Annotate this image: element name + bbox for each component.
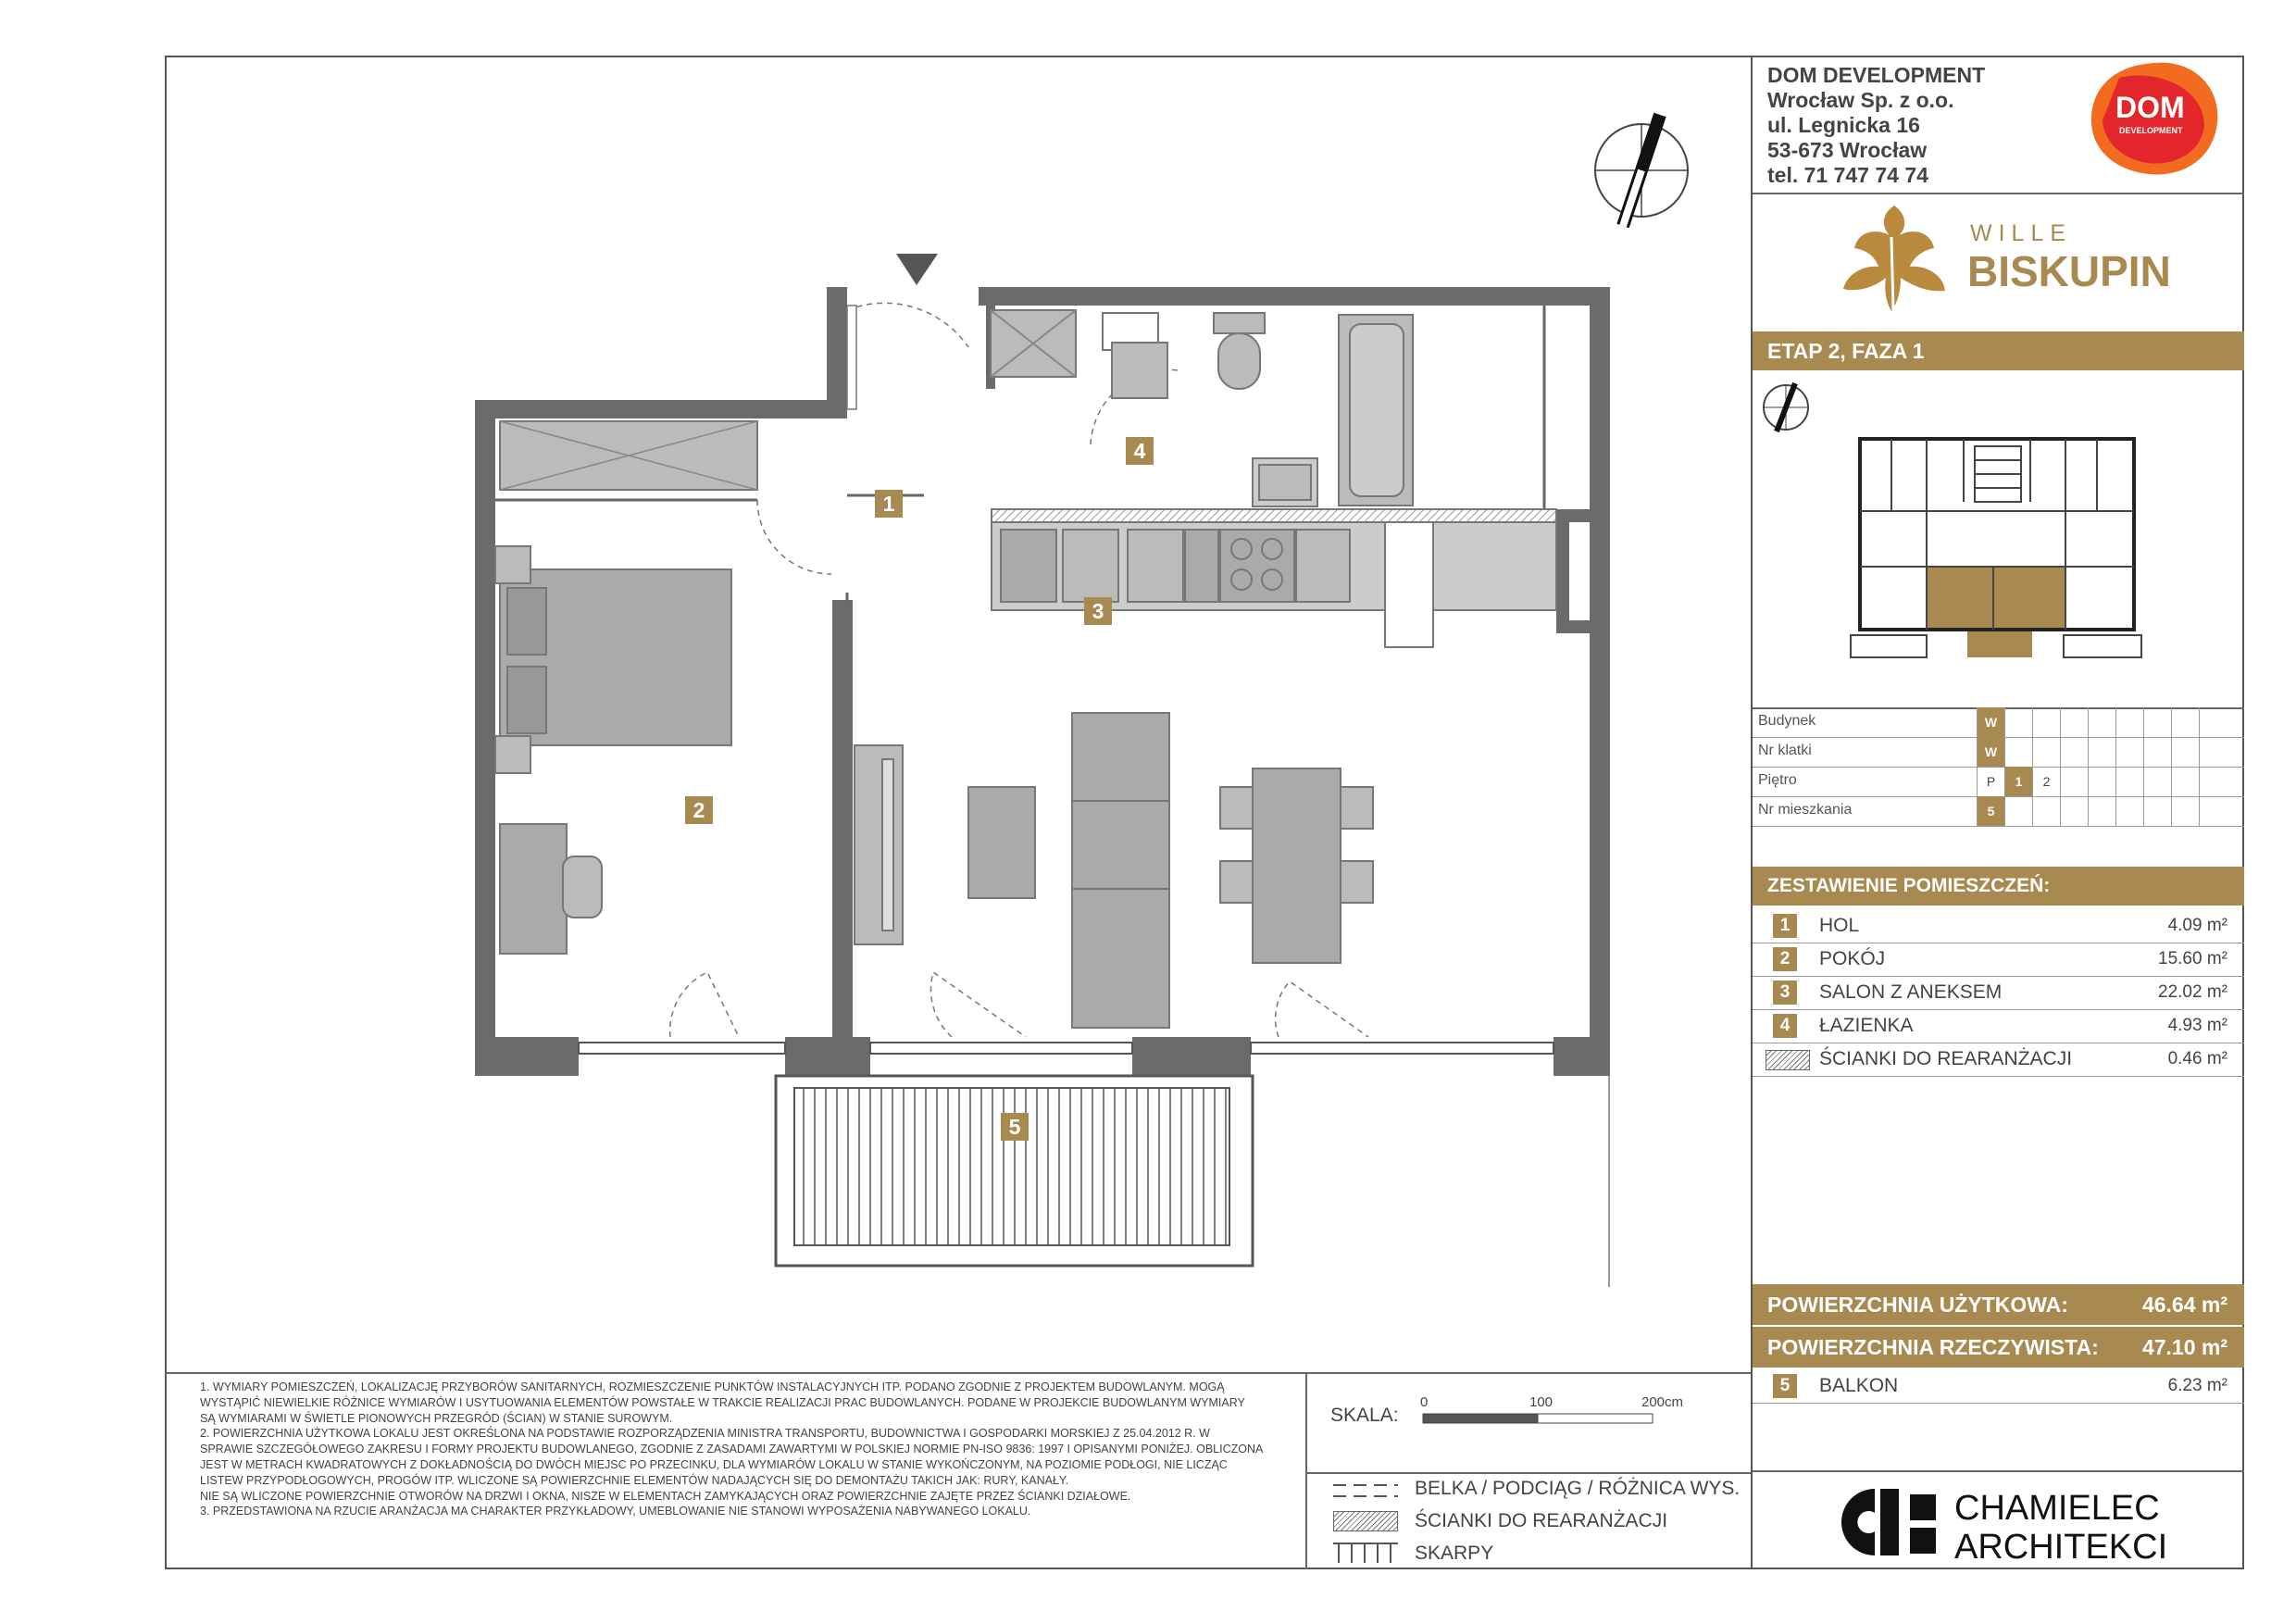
- info-cell: 2: [2032, 767, 2060, 796]
- total-uzytkowa: POWIERZCHNIA UŻYTKOWA: 46.64 m²: [1753, 1284, 2244, 1325]
- salon-furniture: [855, 713, 1373, 1028]
- notes-block: 1. WYMIARY POMIESZCZEŃ, LOKALIZACJĘ PRZYBORÓW SANITARNYCH, ROZMIESZCZENIE PUNKTÓW INSTALACYJNYCH ITP. PODANO ZGODNIE Z PROJEKTEM BUDOWLANYM. MOGĄ WYSTĄPIĆ NIEWIELKIE RÓŻNICE WYMIARÓW I USYTUOWANIA ELEMENTÓW POWSTAŁE W TRAKCIE REALIZACJI PRAC BUDOWLANYCH. PODANE W PROJEKCIE BUDOWLANYM WYMIARY SĄ WYMIARAMI W ŚWIETLE PIONOWYCH PRZEGRÓD (ŚCIAN) W STANIE SUROWYM. 2. POWIERZCHNIA UŻYTKOWA LOKALU JEST OKREŚLONA NA PODSTAWIE ROZPORZĄDZENIA MINISTRA TRANSPORTU, BUDOWNICTWA I GOSPODARKI MORSKIEJ Z 25.04.2012 R. W SPRAWIE SZCZEGÓŁOWEGO ZAKRESU I FORMY PROJEKTU BUDOWLANEGO, ZGODNIE Z ZASADAMI ZAWARTYMI W POLSKIEJ NORMIE PN-ISO 9836: 1997 I OPISANYMI PONIŻEJ. OBLICZONA JEST W METRACH KWADRATOWYCH Z DOKŁADNOŚCIĄ DO DWÓCH MIEJSC PO PRZECINKU, DLA WYMIARÓW LOKALU W STANIE WYKOŃCZONYM, NA POZIOMIE PODŁOGI, NIE LICZĄC LISTEW PRZYPODŁOGOWYCH, PROGÓW ITP. WLICZONE SĄ POWIERZCHNIE ELEMENTÓW NADAJĄCYCH SIĘ DO DEMONTAŻU TAKICH JAK: RURY, KANAŁY. NIE SĄ WLICZONE POWIERZCHNIE OTWORÓW NA DRZWI I OKNA, NISZE W ELEMENTACH ZAMYKAJĄCYCH ORAZ POWIERZCHNIE ZAJĘTE PRZEZ ŚCIANKI DZIAŁOWE. 3. PRZEDSTAWIONA NA RZUCIE ARANŻACJA MA CHARAKTER PRZYKŁADOWY, UMEBLOWANIE NIE STANOWI WYPOSAŻENIA NABYWANEGO LOKALU.: [200, 1380, 1264, 1518]
- balcony: [776, 1076, 1609, 1287]
- oak-leaf-logo: [1834, 200, 1954, 319]
- bottom-separator: [165, 1372, 1751, 1374]
- info-cell: W: [1977, 707, 2004, 737]
- notes-separator: [1305, 1372, 1307, 1569]
- project-biskupin: BISKUPIN: [1967, 247, 2171, 295]
- legend-skarpy-icon: [1333, 1541, 1398, 1565]
- room-row-scianki: ŚCIANKI DO REARANŻACJI 0.46 m²: [1753, 1043, 2244, 1077]
- room-row: 1 HOL 4.09 m²: [1753, 909, 2244, 943]
- room-row: 4 ŁAZIENKA 4.93 m²: [1753, 1009, 2244, 1043]
- company-address: DOM DEVELOPMENT Wrocław Sp. z o.o. ul. Legnicka 16 53-673 Wrocław tel. 71 747 74 74: [1767, 63, 1986, 187]
- info-row-nr-mieszkania: Nr mieszkania 5: [1753, 796, 2244, 827]
- legend-skarpy: SKARPY: [1415, 1543, 1494, 1564]
- zestawienie-title: ZESTAWIENIE POMIESZCZEŃ:: [1753, 867, 2244, 906]
- desk: [500, 824, 602, 954]
- legend-belka: BELKA / PODCIĄG / RÓŻNICA WYS.: [1415, 1478, 1741, 1499]
- dom-logo-text: DOM: [2115, 91, 2185, 124]
- key-plan: [1753, 372, 2244, 706]
- bed: [495, 546, 731, 773]
- chamielec-logo-icon: [1838, 1485, 1949, 1559]
- etap-banner: ETAP 2, FAZA 1: [1753, 331, 2244, 370]
- north-compass-icon: [1595, 115, 1688, 226]
- info-row-budynek: Budynek W: [1753, 707, 2244, 738]
- wardrobe: [500, 421, 757, 490]
- legend-hatch-icon: [1333, 1511, 1398, 1531]
- plan-label-3: 3: [1084, 597, 1112, 625]
- floor-plan: [165, 56, 1751, 1372]
- project-wille: WILLE: [1970, 220, 2073, 246]
- info-cell: P: [1977, 767, 2004, 796]
- key-plan-compass-icon: [1764, 383, 1808, 431]
- bathroom-fixtures: [991, 310, 1413, 506]
- right-panel: [1751, 56, 2244, 1569]
- hatch-icon: [1766, 1050, 1810, 1070]
- info-cell: W: [1977, 737, 2004, 767]
- plan-label-1: 1: [875, 490, 903, 518]
- scale-tick-200: 200cm: [1641, 1394, 1684, 1410]
- info-row-nr-klatki: Nr klatki W: [1753, 737, 2244, 768]
- kitchen-counter: [992, 509, 1556, 647]
- scale-tick-0: 0: [1420, 1394, 1429, 1410]
- dom-logo-sub: DEVELOPMENT: [2119, 126, 2183, 135]
- scale-separator: [1305, 1472, 1751, 1474]
- plan-label-5: 5: [1001, 1113, 1029, 1141]
- scale-bar: [1422, 1411, 1653, 1426]
- architect-line1: CHAMIELEC: [1954, 1489, 2160, 1528]
- scale-label: SKALA:: [1330, 1405, 1399, 1426]
- room-row: 2 POKÓJ 15.60 m²: [1753, 943, 2244, 977]
- legend-belka-icon: [1333, 1480, 1398, 1502]
- plan-label-4: 4: [1126, 437, 1154, 465]
- windows: [579, 1043, 1554, 1054]
- room-row: 3 SALON Z ANEKSEM 22.02 m²: [1753, 976, 2244, 1010]
- room-row-balkon: 5 BALKON 6.23 m²: [1753, 1369, 2244, 1404]
- entrance-arrow-icon: [896, 254, 938, 285]
- info-row-pietro: Piętro P 1 2: [1753, 767, 2244, 797]
- scale-tick-100: 100: [1529, 1394, 1554, 1410]
- info-cell: 1: [2004, 767, 2032, 796]
- total-rzeczywista: POWIERZCHNIA RZECZYWISTA: 47.10 m²: [1753, 1327, 2244, 1368]
- legend-scianki: ŚCIANKI DO REARANŻACJI: [1415, 1510, 1668, 1531]
- architect-line2: ARCHITEKCI: [1954, 1528, 2168, 1567]
- info-cell: 5: [1977, 796, 2004, 826]
- plan-label-2: 2: [685, 796, 713, 824]
